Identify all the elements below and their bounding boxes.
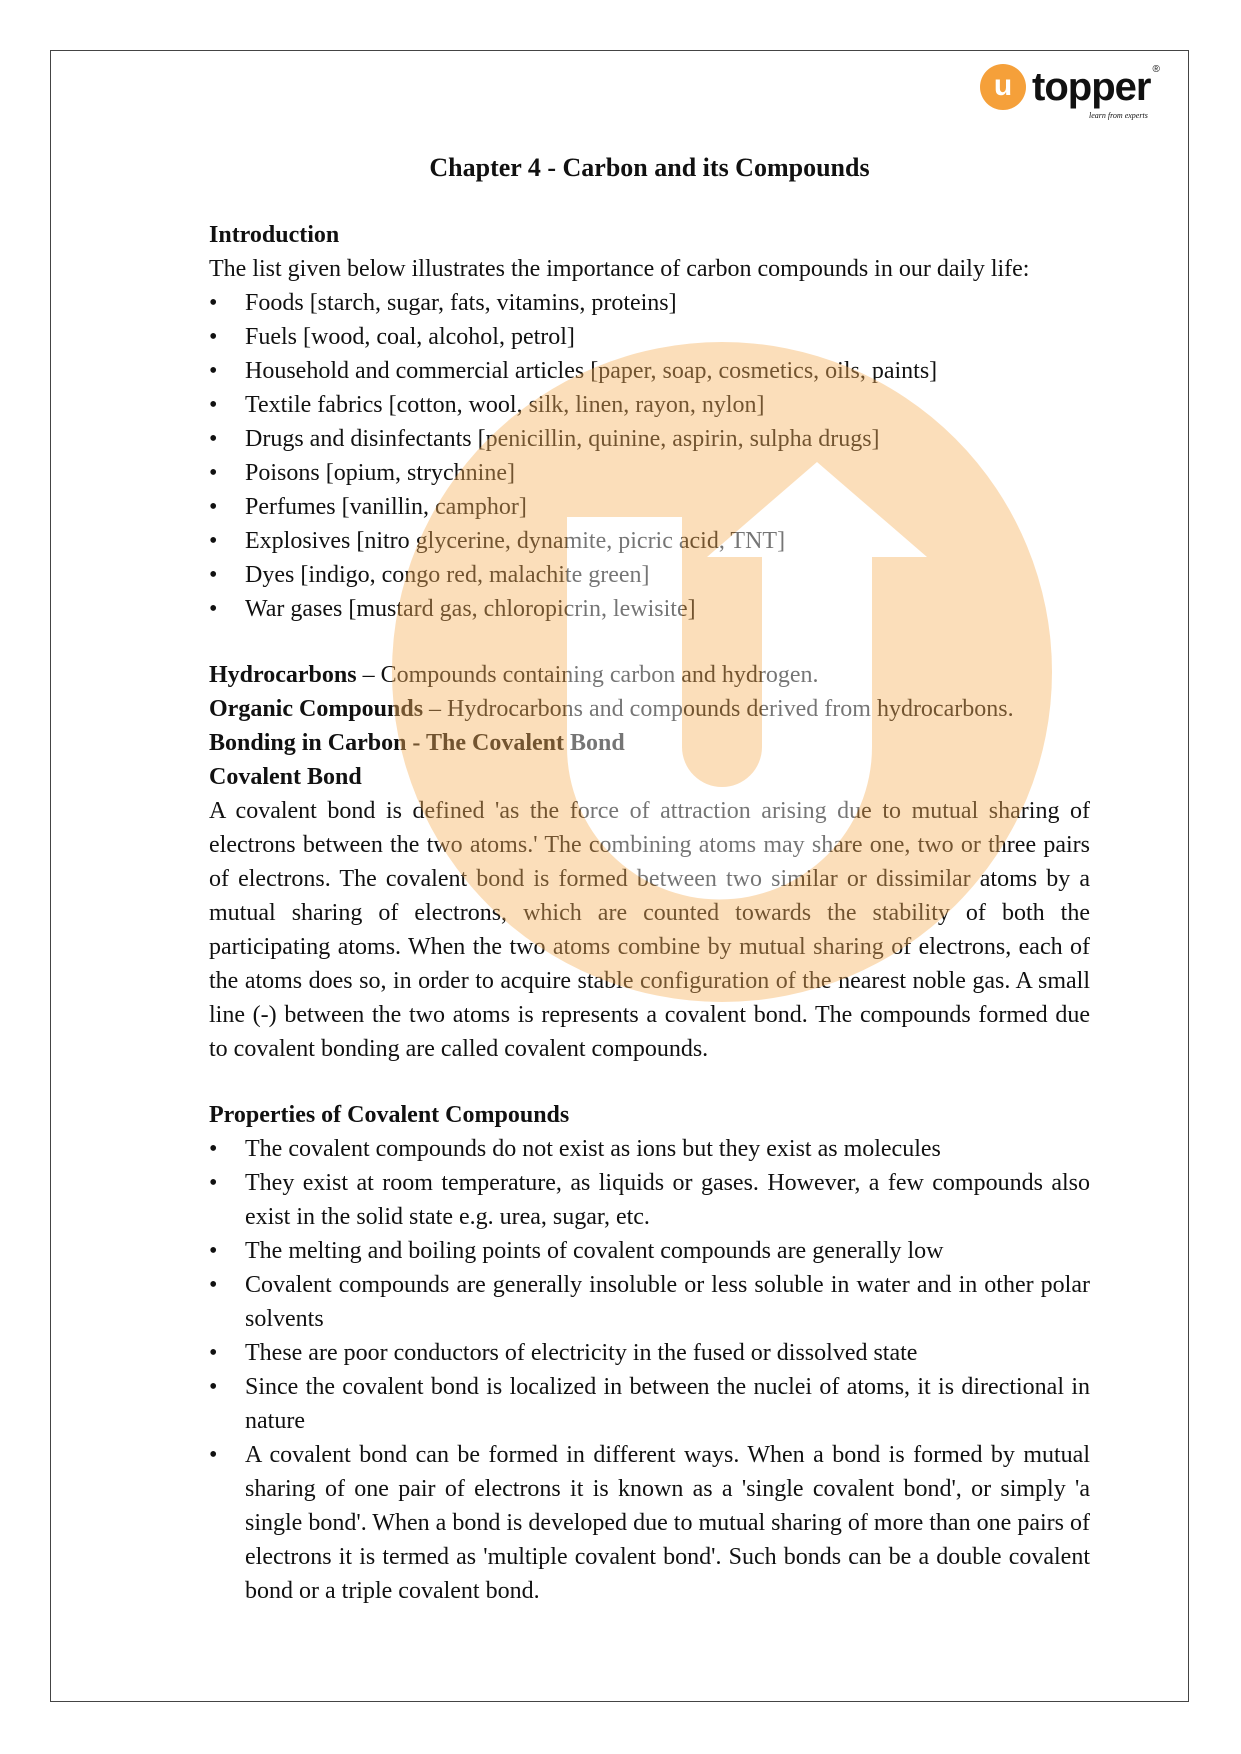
- list-item: • Foods [starch, sugar, fats, vitamins, proteins]: [209, 286, 1090, 320]
- definition-hydrocarbons: [209, 658, 1090, 692]
- page-title: Chapter 4 - Carbon and its Compounds: [429, 153, 870, 182]
- covalent-heading: Covalent Bond: [209, 764, 362, 790]
- list-item: • A covalent bond can be formed in different ways. When a bond is formed by mutual sharing of one pair of electrons it is known as a 'single covalent bond', or simply 'a single bond'. When a bond is developed due to mutual sharing of more than one pairs of electrons it is termed as 'multiple covalent bond'. Such bonds can be a double covalent bond or a triple covalent bond.: [209, 1438, 1090, 1608]
- list-item: • Poisons [opium, strychnine]: [209, 456, 1090, 490]
- intro-lead: The list given below illustrates the importance of carbon compounds in our daily life:: [209, 256, 1030, 282]
- covalent-paragraph: A covalent bond is defined 'as the force of attraction arising due to mutual sharing of electrons between the two atoms.' The combining atoms may share one, two or three pairs of electrons. The covalent bond is formed between two similar or dissimilar atoms by a mutual sharing of electrons, which are counted towards the stability of both the participating atoms. When the two atoms combine by mutual sharing of electrons, each of the atoms does so, in order to acquire stable configuration of the nearest noble gas. A small line (-) between the two atoms is represents a covalent bond. The compounds formed due to covalent bonding are called covalent compounds.: [209, 798, 1090, 1062]
- logo-mark-icon: u: [980, 64, 1026, 110]
- document-body: [209, 150, 1090, 1608]
- registered-mark: ®: [1152, 64, 1160, 75]
- list-item: • These are poor conductors of electricity in the fused or dissolved state: [209, 1336, 1090, 1370]
- intro-heading: Introduction: [209, 222, 340, 248]
- definition-organic: [209, 692, 1090, 726]
- properties-heading: Properties of Covalent Compounds: [209, 1102, 570, 1128]
- list-item: • Covalent compounds are generally insoluble or less soluble in water and in other polar solvents: [209, 1268, 1090, 1336]
- list-item: • War gases [mustard gas, chloropicrin, lewisite]: [209, 592, 1090, 626]
- list-item: • Explosives [nitro glycerine, dynamite, picric acid, TNT]: [209, 524, 1090, 558]
- list-item: • The melting and boiling points of covalent compounds are generally low: [209, 1234, 1090, 1268]
- list-item: • Drugs and disinfectants [penicillin, quinine, aspirin, sulpha drugs]: [209, 422, 1090, 456]
- intro-list: [209, 286, 1090, 626]
- logo-row: [980, 64, 1160, 110]
- list-item: • Fuels [wood, coal, alcohol, petrol]: [209, 320, 1090, 354]
- properties-list: [209, 1132, 1090, 1608]
- definition-text: – Hydrocarbons and compounds derived from hydrocarbons.: [423, 696, 1014, 722]
- list-item: • The covalent compounds do not exist as ions but they exist as molecules: [209, 1132, 1090, 1166]
- list-item: • Since the covalent bond is localized in between the nuclei of atoms, it is directional in nature: [209, 1370, 1090, 1438]
- list-item: • Textile fabrics [cotton, wool, silk, linen, rayon, nylon]: [209, 388, 1090, 422]
- list-item: • Household and commercial articles [paper, soap, cosmetics, oils, paints]: [209, 354, 1090, 388]
- definition-text: – Compounds containing carbon and hydrogen.: [356, 662, 819, 688]
- definition-term: Organic Compounds: [209, 696, 424, 722]
- list-item: • Perfumes [vanillin, camphor]: [209, 490, 1090, 524]
- definition-term: Hydrocarbons: [209, 662, 357, 688]
- list-item: • They exist at room temperature, as liquids or gases. However, a few compounds also exist in the solid state e.g. urea, sugar, etc.: [209, 1166, 1090, 1234]
- bonding-heading: Bonding in Carbon - The Covalent Bond: [209, 730, 625, 756]
- list-item: • Dyes [indigo, congo red, malachite green]: [209, 558, 1090, 592]
- logo-tagline: learn from experts: [1089, 111, 1148, 120]
- topper-logo: [980, 64, 1160, 121]
- logo-wordmark: topper: [1032, 65, 1151, 109]
